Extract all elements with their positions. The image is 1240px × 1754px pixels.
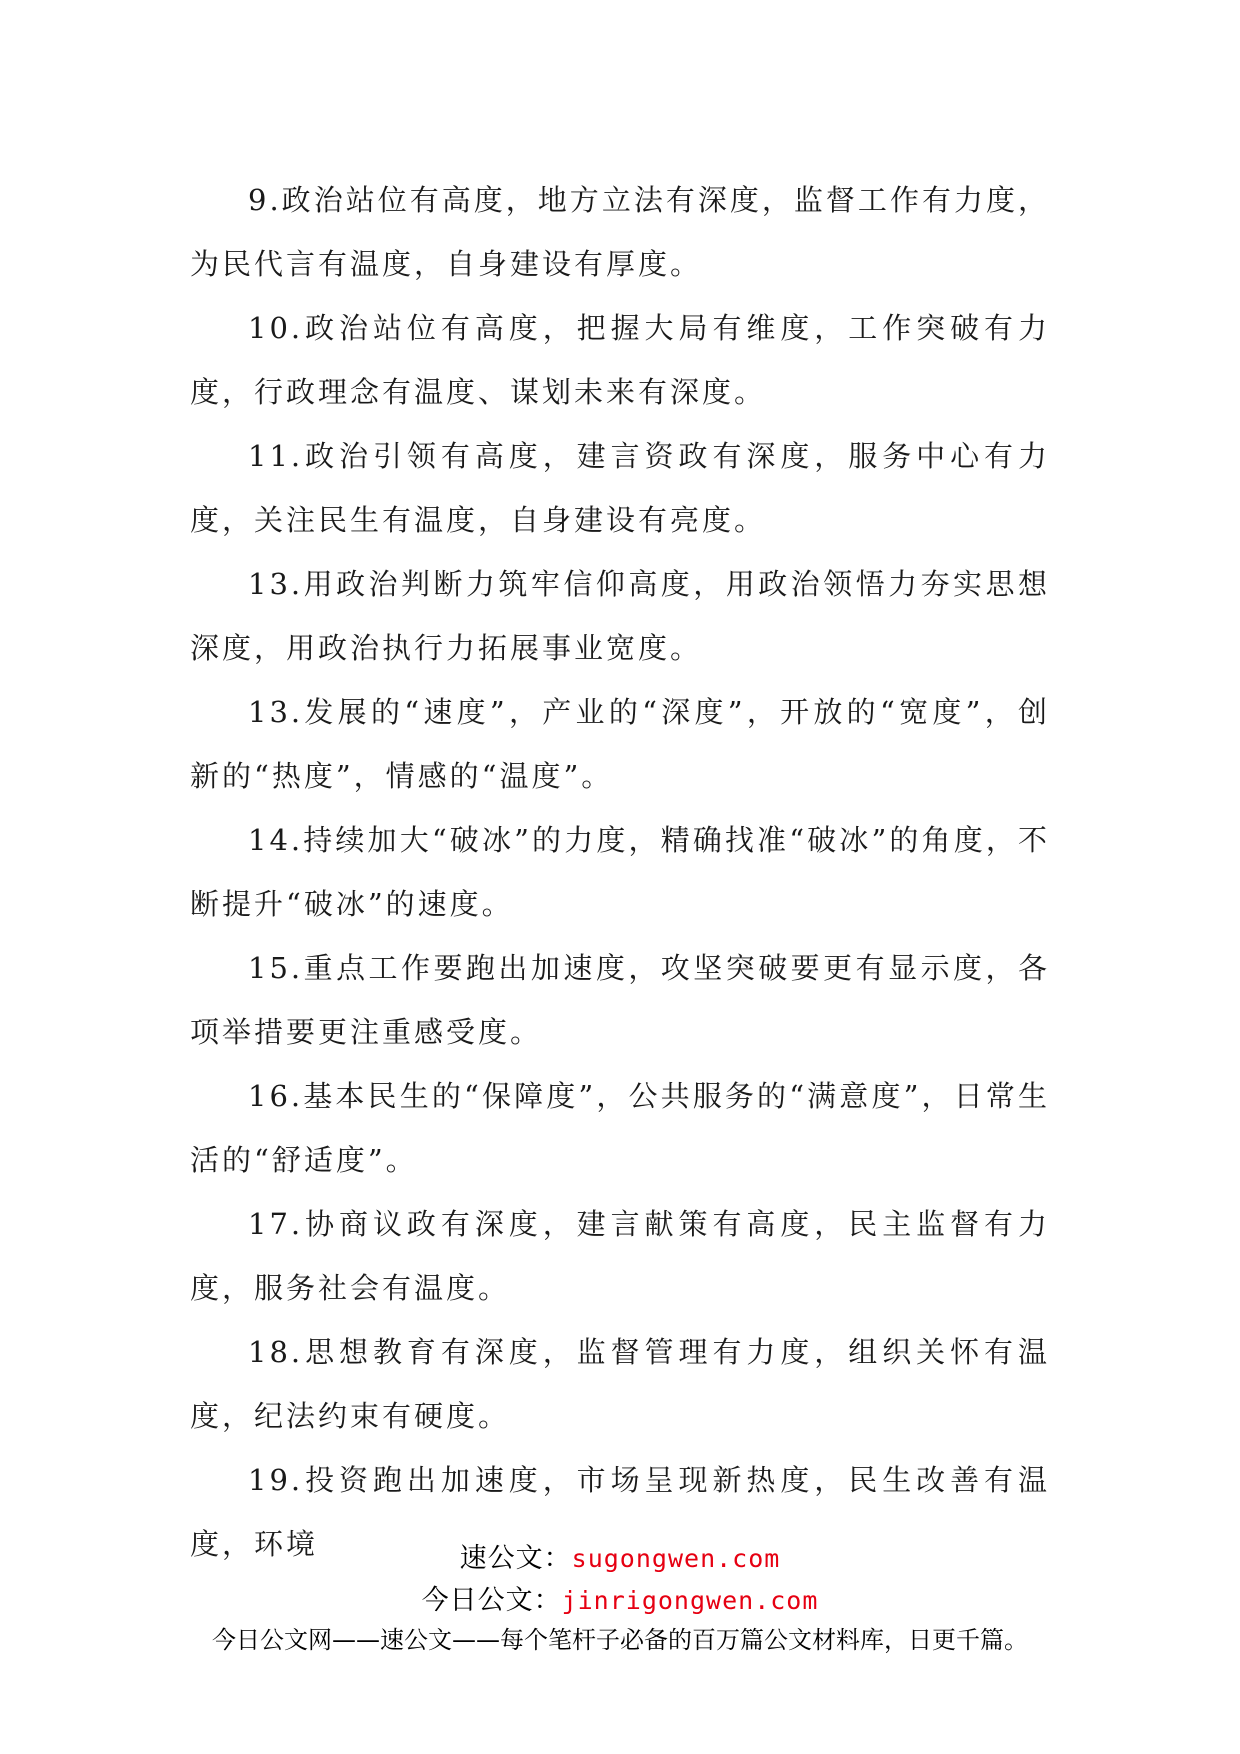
paragraph-13a: 13.用政治判断力筑牢信仰高度，用政治领悟力夯实思想深度，用政治执行力拓展事业宽度。 <box>190 567 1050 665</box>
paragraph-10: 10.政治站位有高度，把握大局有维度，工作突破有力度，行政理念有温度、谋划未来有深度。 <box>190 311 1050 409</box>
paragraph-19: 19.投资跑出加速度，市场呈现新热度，民生改善有温度，环境 <box>190 1463 1050 1561</box>
footer-sugongwen <box>0 1536 1240 1575</box>
footer-jinrigongwen <box>0 1578 1240 1617</box>
footer-jinrigongwen-link[interactable]: jinrigongwen.com <box>561 1586 819 1615</box>
footer-jinrigongwen-label: 今日公文： <box>421 1585 562 1616</box>
footer-sugongwen-link[interactable]: sugongwen.com <box>571 1544 781 1573</box>
footer-slogan-text: 今日公文网——速公文——每个笔杆子必备的百万篇公文材料库，日更千篇。 <box>212 1626 1028 1654</box>
paragraph-14: 14.持续加大“破冰”的力度，精确找准“破冰”的角度，不断提升“破冰”的速度。 <box>190 823 1050 921</box>
document-body <box>190 168 1050 1576</box>
footer-sugongwen-label: 速公文： <box>459 1543 572 1574</box>
paragraph-11: 11.政治引领有高度，建言资政有深度，服务中心有力度，关注民生有温度，自身建设有亮度。 <box>190 439 1050 537</box>
paragraph-13b: 13.发展的“速度”，产业的“深度”，开放的“宽度”，创新的“热度”，情感的“温度”。 <box>190 695 1050 793</box>
paragraph-9: 9.政治站位有高度，地方立法有深度，监督工作有力度，为民代言有温度，自身建设有厚度。 <box>190 183 1050 281</box>
paragraph-18: 18.思想教育有深度，监督管理有力度，组织关怀有温度，纪法约束有硬度。 <box>190 1335 1050 1433</box>
paragraph-16: 16.基本民生的“保障度”，公共服务的“满意度”，日常生活的“舒适度”。 <box>190 1079 1050 1177</box>
paragraph-15: 15.重点工作要跑出加速度，攻坚突破要更有显示度，各项举措要更注重感受度。 <box>190 951 1050 1049</box>
paragraph-17: 17.协商议政有深度，建言献策有高度，民主监督有力度，服务社会有温度。 <box>190 1207 1050 1305</box>
footer-slogan <box>0 1620 1240 1655</box>
